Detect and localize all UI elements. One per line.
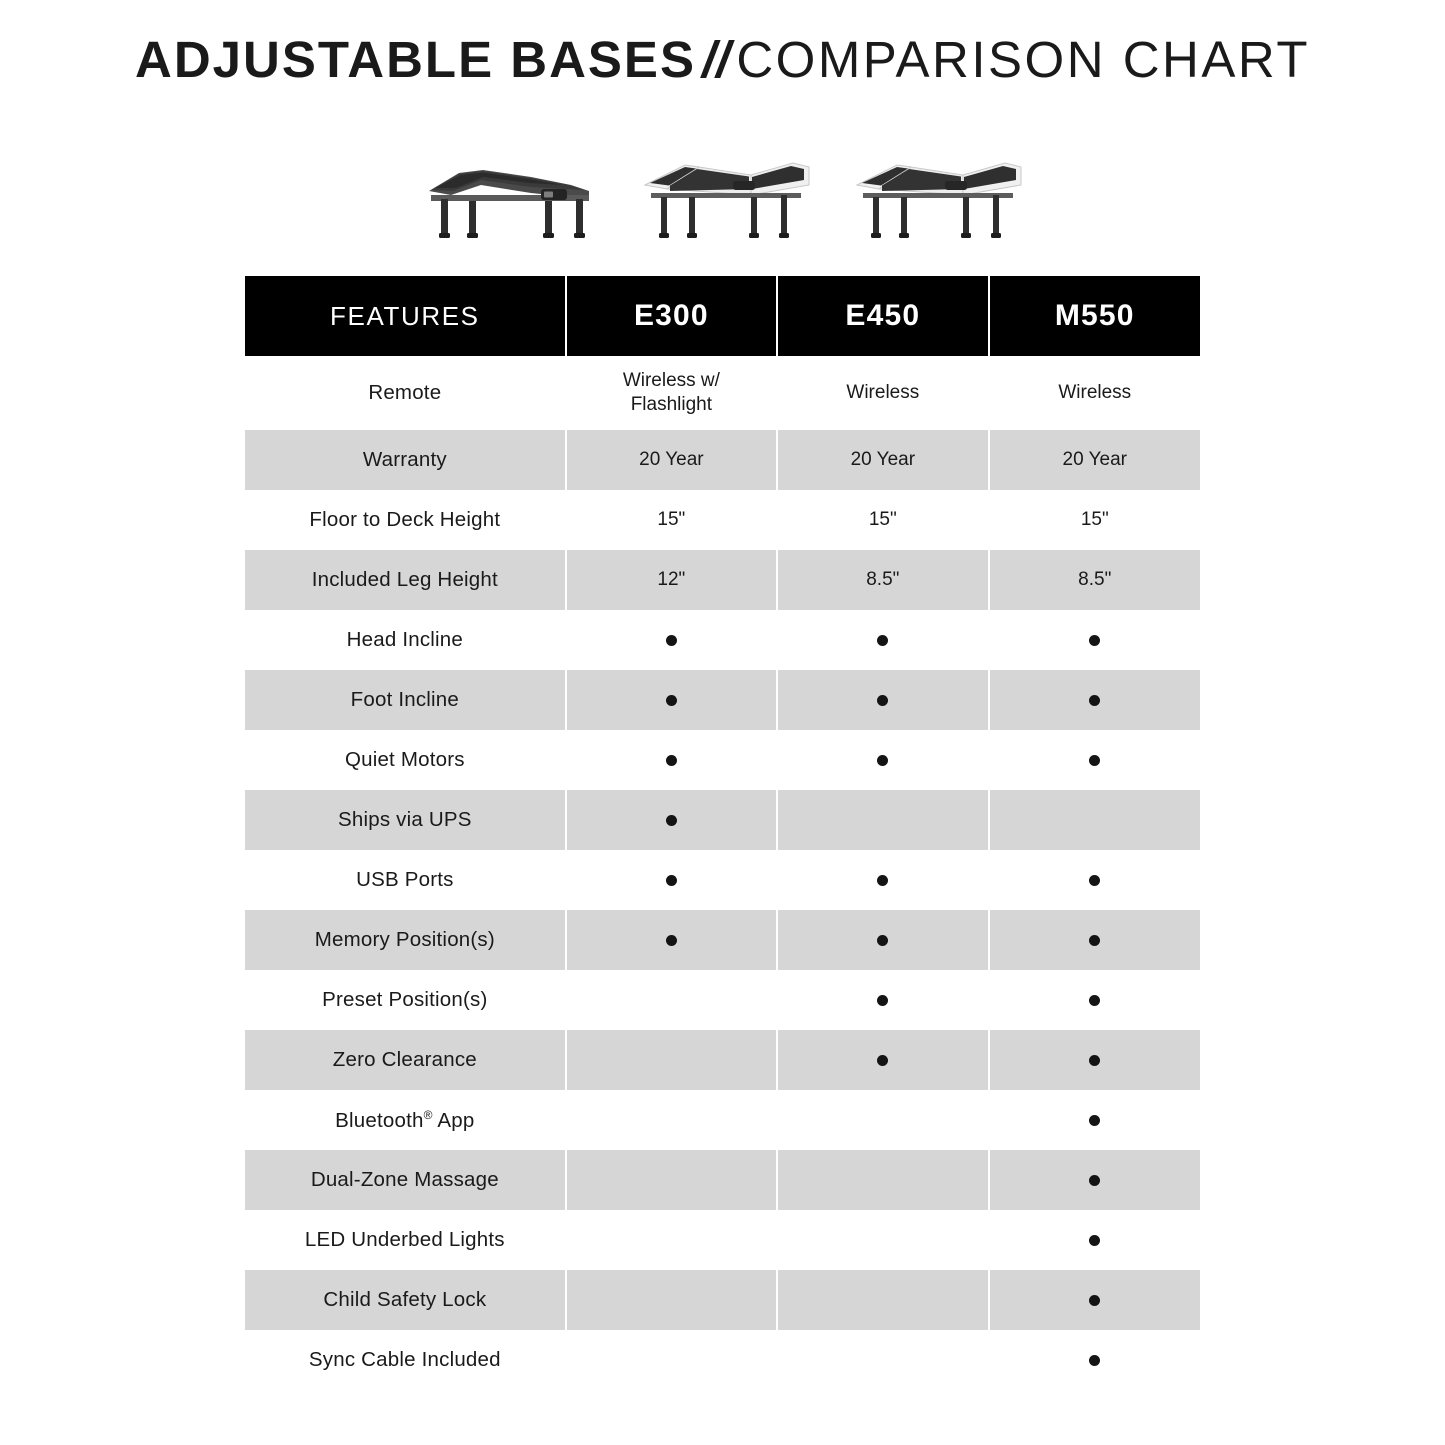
feature-label: Dual-Zone Massage (245, 1150, 566, 1210)
feature-value-e450: Wireless (777, 356, 988, 430)
feature-included-dot-m550 (989, 1030, 1200, 1090)
bullet-dot-icon (877, 635, 888, 646)
feature-included-dot-m550 (989, 1150, 1200, 1210)
bullet-dot-icon (1089, 755, 1100, 766)
product-image-row (0, 128, 1445, 248)
bullet-dot-icon (1089, 695, 1100, 706)
bullet-dot-icon (1089, 1055, 1100, 1066)
column-header-e300: E300 (566, 276, 777, 356)
bullet-dot-icon (877, 935, 888, 946)
bullet-dot-icon (877, 995, 888, 1006)
product-image-e450 (617, 128, 829, 248)
table-row (245, 490, 1200, 550)
table-row (245, 1270, 1200, 1330)
feature-included-dot-e300 (566, 610, 777, 670)
feature-empty-e300 (566, 1330, 777, 1390)
table-row (245, 790, 1200, 850)
feature-included-dot-e450 (777, 730, 988, 790)
bullet-dot-icon (877, 755, 888, 766)
feature-label: Head Incline (245, 610, 566, 670)
feature-included-dot-m550 (989, 1210, 1200, 1270)
feature-included-dot-e450 (777, 610, 988, 670)
feature-empty-e450 (777, 1270, 988, 1330)
e300-base-image (411, 133, 611, 248)
feature-empty-e300 (566, 1030, 777, 1090)
table-row (245, 550, 1200, 610)
feature-label: Preset Position(s) (245, 970, 566, 1030)
bullet-dot-icon (666, 695, 677, 706)
feature-label: Included Leg Height (245, 550, 566, 610)
feature-value-e300: 12" (566, 550, 777, 610)
feature-included-dot-e450 (777, 1030, 988, 1090)
feature-value-m550: Wireless (989, 356, 1200, 430)
table-body (245, 356, 1200, 1390)
table-row (245, 970, 1200, 1030)
product-image-e300 (405, 128, 617, 248)
feature-included-dot-m550 (989, 730, 1200, 790)
feature-included-dot-m550 (989, 670, 1200, 730)
feature-empty-e450 (777, 790, 988, 850)
table-row (245, 430, 1200, 490)
feature-label: Zero Clearance (245, 1030, 566, 1090)
column-header-e450: E450 (777, 276, 988, 356)
page-title-light: COMPARISON CHART (736, 31, 1310, 88)
feature-label: Sync Cable Included (245, 1330, 566, 1390)
feature-empty-m550 (989, 790, 1200, 850)
feature-empty-e300 (566, 1150, 777, 1210)
feature-value-e450: 20 Year (777, 430, 988, 490)
feature-value-e300: 20 Year (566, 430, 777, 490)
table-row (245, 1330, 1200, 1390)
bullet-dot-icon (666, 815, 677, 826)
feature-empty-e300 (566, 1210, 777, 1270)
table-row (245, 1030, 1200, 1090)
feature-included-dot-m550 (989, 1090, 1200, 1150)
feature-label: Quiet Motors (245, 730, 566, 790)
feature-label: Remote (245, 356, 566, 430)
feature-label: Ships via UPS (245, 790, 566, 850)
bullet-dot-icon (1089, 1115, 1100, 1126)
product-image-m550 (829, 128, 1041, 248)
feature-value-m550: 20 Year (989, 430, 1200, 490)
bullet-dot-icon (1089, 1175, 1100, 1186)
m550-base-image (835, 133, 1035, 248)
feature-empty-e450 (777, 1330, 988, 1390)
feature-value-e450: 15" (777, 490, 988, 550)
table-row (245, 850, 1200, 910)
e450-base-image (623, 133, 823, 248)
feature-value-e450: 8.5" (777, 550, 988, 610)
feature-empty-e450 (777, 1210, 988, 1270)
feature-included-dot-e300 (566, 910, 777, 970)
bullet-dot-icon (1089, 935, 1100, 946)
feature-label: Foot Incline (245, 670, 566, 730)
feature-label: USB Ports (245, 850, 566, 910)
feature-label: Floor to Deck Height (245, 490, 566, 550)
feature-included-dot-m550 (989, 910, 1200, 970)
column-header-features: FEATURES (245, 276, 566, 356)
feature-included-dot-e300 (566, 850, 777, 910)
feature-included-dot-m550 (989, 1270, 1200, 1330)
bullet-dot-icon (1089, 1295, 1100, 1306)
bullet-dot-icon (1089, 1355, 1100, 1366)
feature-value-m550: 8.5" (989, 550, 1200, 610)
feature-included-dot-e300 (566, 730, 777, 790)
feature-empty-e300 (566, 970, 777, 1030)
bullet-dot-icon (877, 875, 888, 886)
feature-included-dot-e450 (777, 910, 988, 970)
table-row (245, 1150, 1200, 1210)
bullet-dot-icon (666, 755, 677, 766)
feature-empty-e300 (566, 1090, 777, 1150)
feature-value-e300: 15" (566, 490, 777, 550)
feature-value-m550: 15" (989, 490, 1200, 550)
feature-included-dot-m550 (989, 610, 1200, 670)
comparison-table-container (245, 276, 1200, 1390)
table-row (245, 670, 1200, 730)
feature-empty-e300 (566, 1270, 777, 1330)
feature-label: Child Safety Lock (245, 1270, 566, 1330)
table-row (245, 356, 1200, 430)
feature-included-dot-m550 (989, 1330, 1200, 1390)
bullet-dot-icon (1089, 875, 1100, 886)
bullet-dot-icon (666, 935, 677, 946)
comparison-table (245, 276, 1200, 1390)
feature-label: Bluetooth® App (245, 1090, 566, 1150)
table-row (245, 730, 1200, 790)
column-header-m550: M550 (989, 276, 1200, 356)
page-title (135, 32, 1310, 88)
feature-included-dot-e300 (566, 790, 777, 850)
table-row (245, 910, 1200, 970)
page-title-separator: // (701, 31, 731, 88)
feature-label: Memory Position(s) (245, 910, 566, 970)
bullet-dot-icon (666, 875, 677, 886)
bullet-dot-icon (877, 1055, 888, 1066)
feature-included-dot-e450 (777, 850, 988, 910)
bullet-dot-icon (666, 635, 677, 646)
feature-empty-e450 (777, 1150, 988, 1210)
feature-included-dot-e450 (777, 670, 988, 730)
bullet-dot-icon (1089, 635, 1100, 646)
feature-included-dot-e300 (566, 670, 777, 730)
bullet-dot-icon (1089, 1235, 1100, 1246)
registered-trademark-mark: ® (423, 1107, 433, 1122)
table-row (245, 610, 1200, 670)
feature-included-dot-m550 (989, 850, 1200, 910)
feature-included-dot-m550 (989, 970, 1200, 1030)
table-row (245, 1210, 1200, 1270)
feature-empty-e450 (777, 1090, 988, 1150)
table-header (245, 276, 1200, 356)
page-title-bold: ADJUSTABLE BASES (135, 31, 696, 88)
feature-label: Warranty (245, 430, 566, 490)
table-header-row (245, 276, 1200, 356)
feature-included-dot-e450 (777, 970, 988, 1030)
page-header (0, 0, 1445, 88)
bullet-dot-icon (877, 695, 888, 706)
table-row (245, 1090, 1200, 1150)
bullet-dot-icon (1089, 995, 1100, 1006)
feature-value-e300: Wireless w/ Flashlight (566, 356, 777, 430)
feature-label: LED Underbed Lights (245, 1210, 566, 1270)
